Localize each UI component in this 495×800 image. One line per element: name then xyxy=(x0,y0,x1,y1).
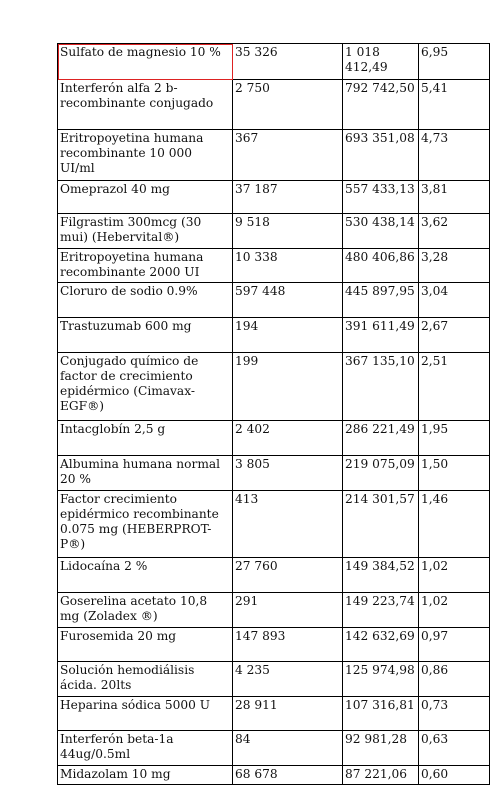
percent-cell: 0,63 xyxy=(419,731,490,766)
amount-cell: 92 981,28 xyxy=(343,731,419,766)
quantity-cell: 194 xyxy=(233,318,343,353)
percent-cell: 2,67 xyxy=(419,318,490,353)
percent-cell: 1,46 xyxy=(419,491,490,558)
drug-name-cell: Conjugado químico de factor de crecimiento epidérmico (Cimavax-EGF®) xyxy=(58,353,233,421)
table-row xyxy=(58,283,490,318)
quantity-cell: 9 518 xyxy=(233,214,343,249)
amount-cell: 214 301,57 xyxy=(343,491,419,558)
table-row xyxy=(58,662,490,697)
quantity-cell: 4 235 xyxy=(233,662,343,697)
drug-name-cell: Eritropoyetina humana recombinante 2000 UI xyxy=(58,249,233,283)
table-row xyxy=(58,731,490,766)
table-row xyxy=(58,593,490,628)
quantity-cell: 147 893 xyxy=(233,628,343,662)
drug-name-cell: Interferón alfa 2 b-recombinante conjugado xyxy=(58,80,233,130)
drug-name-cell: Filgrastim 300mcg (30 mui) (Hebervital®) xyxy=(58,214,233,249)
percent-cell: 2,51 xyxy=(419,353,490,421)
drug-name-cell: Midazolam 10 mg xyxy=(58,766,233,785)
quantity-cell: 84 xyxy=(233,731,343,766)
drug-name-cell: Omeprazol 40 mg xyxy=(58,181,233,214)
amount-cell: 149 384,52 xyxy=(343,558,419,593)
percent-cell: 1,95 xyxy=(419,421,490,456)
quantity-cell: 2 402 xyxy=(233,421,343,456)
quantity-cell: 2 750 xyxy=(233,80,343,130)
amount-cell: 87 221,06 xyxy=(343,766,419,785)
table-row xyxy=(58,491,490,558)
quantity-cell: 28 911 xyxy=(233,697,343,731)
percent-cell: 1,50 xyxy=(419,456,490,491)
drug-name-cell: Sulfato de magnesio 10 % xyxy=(58,44,233,80)
table-row xyxy=(58,318,490,353)
drug-name-cell: Goserelina acetato 10,8 mg (Zoladex ®) xyxy=(58,593,233,628)
amount-cell: 530 438,14 xyxy=(343,214,419,249)
amount-cell: 107 316,81 xyxy=(343,697,419,731)
percent-cell: 0,86 xyxy=(419,662,490,697)
amount-cell: 693 351,08 xyxy=(343,130,419,181)
table-row xyxy=(58,628,490,662)
quantity-cell: 68 678 xyxy=(233,766,343,785)
percent-cell: 0,73 xyxy=(419,697,490,731)
amount-cell: 445 897,95 xyxy=(343,283,419,318)
drug-name-cell: Factor crecimiento epidérmico recombinante 0.075 mg (HEBERPROT- P®) xyxy=(58,491,233,558)
quantity-cell: 35 326 xyxy=(233,44,343,80)
drug-name-cell: Interferón beta-1a 44ug/0.5ml xyxy=(58,731,233,766)
percent-cell: 0,60 xyxy=(419,766,490,785)
table-row xyxy=(58,80,490,130)
drug-name-cell: Heparina sódica 5000 U xyxy=(58,697,233,731)
amount-cell: 480 406,86 xyxy=(343,249,419,283)
amount-cell: 367 135,10 xyxy=(343,353,419,421)
quantity-cell: 199 xyxy=(233,353,343,421)
quantity-cell: 367 xyxy=(233,130,343,181)
amount-cell: 149 223,74 xyxy=(343,593,419,628)
percent-cell: 3,81 xyxy=(419,181,490,214)
percent-cell: 3,62 xyxy=(419,214,490,249)
amount-cell: 219 075,09 xyxy=(343,456,419,491)
drug-name-cell: Eritropoyetina humana recombinante 10 000 UI/ml xyxy=(58,130,233,181)
table-row xyxy=(58,130,490,181)
table-row xyxy=(58,249,490,283)
percent-cell: 3,04 xyxy=(419,283,490,318)
quantity-cell: 3 805 xyxy=(233,456,343,491)
table-row xyxy=(58,766,490,785)
table-row xyxy=(58,353,490,421)
percent-cell: 4,73 xyxy=(419,130,490,181)
table-row xyxy=(58,44,490,80)
drug-cost-table xyxy=(57,43,490,785)
percent-cell: 1,02 xyxy=(419,558,490,593)
quantity-cell: 597 448 xyxy=(233,283,343,318)
table-row xyxy=(58,456,490,491)
table-row xyxy=(58,181,490,214)
amount-cell: 557 433,13 xyxy=(343,181,419,214)
quantity-cell: 27 760 xyxy=(233,558,343,593)
amount-cell: 142 632,69 xyxy=(343,628,419,662)
percent-cell: 0,97 xyxy=(419,628,490,662)
drug-name-cell: Furosemida 20 mg xyxy=(58,628,233,662)
drug-name-cell: Lidocaína 2 % xyxy=(58,558,233,593)
table-row xyxy=(58,697,490,731)
percent-cell: 3,28 xyxy=(419,249,490,283)
amount-cell: 792 742,50 xyxy=(343,80,419,130)
drug-name-cell: Solución hemodiálisis ácida. 20lts xyxy=(58,662,233,697)
drug-name-cell: Trastuzumab 600 mg xyxy=(58,318,233,353)
table-row xyxy=(58,558,490,593)
table-row xyxy=(58,214,490,249)
table-row xyxy=(58,421,490,456)
amount-cell: 391 611,49 xyxy=(343,318,419,353)
amount-cell: 286 221,49 xyxy=(343,421,419,456)
quantity-cell: 10 338 xyxy=(233,249,343,283)
drug-name-cell: Albumina humana normal 20 % xyxy=(58,456,233,491)
amount-cell: 1 018 412,49 xyxy=(343,44,419,80)
percent-cell: 1,02 xyxy=(419,593,490,628)
amount-cell: 125 974,98 xyxy=(343,662,419,697)
quantity-cell: 413 xyxy=(233,491,343,558)
drug-name-cell: Cloruro de sodio 0.9% xyxy=(58,283,233,318)
drug-name-cell: Intacglobín 2,5 g xyxy=(58,421,233,456)
quantity-cell: 291 xyxy=(233,593,343,628)
percent-cell: 6,95 xyxy=(419,44,490,80)
percent-cell: 5,41 xyxy=(419,80,490,130)
quantity-cell: 37 187 xyxy=(233,181,343,214)
